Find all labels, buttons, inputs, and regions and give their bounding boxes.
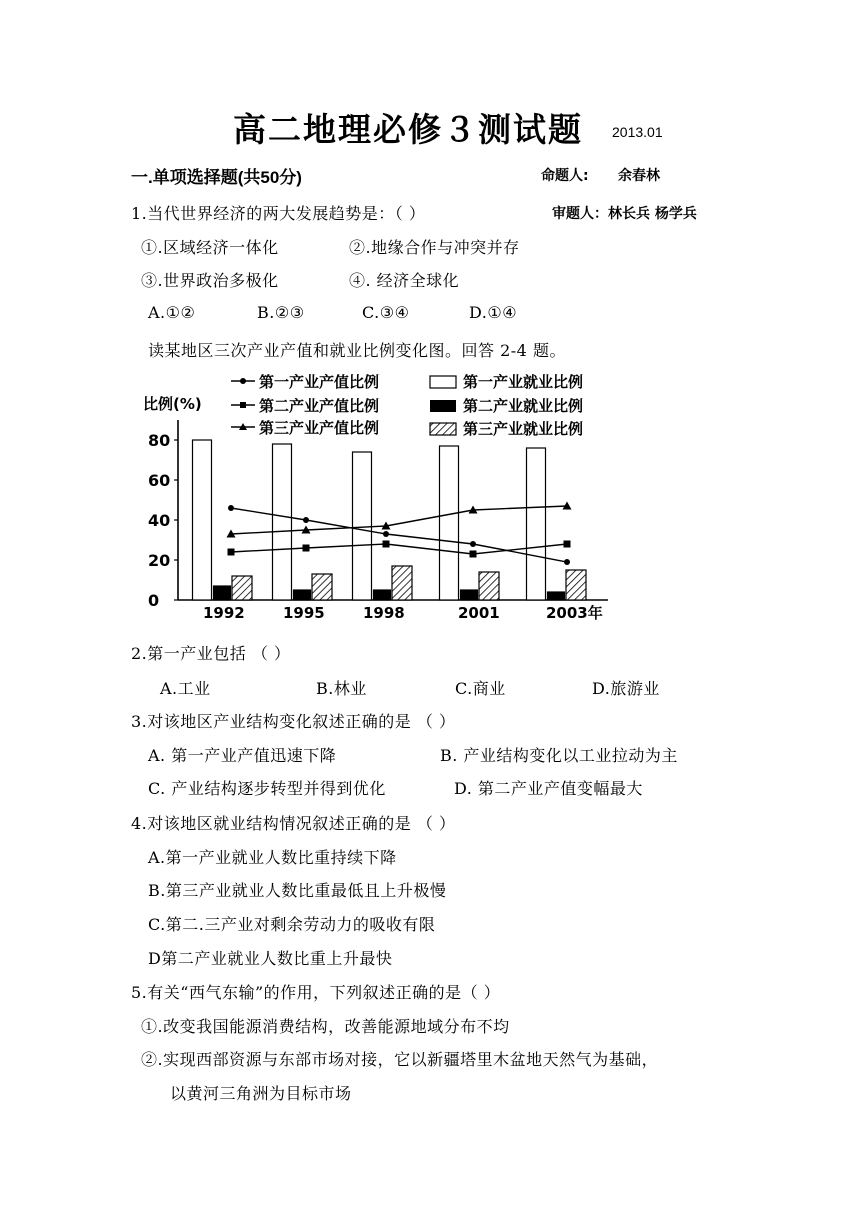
q5-option-2: ②.实现西部资源与东部市场对接，它以新疆塔里木盆地天然气为基础， bbox=[141, 1050, 659, 1069]
exam-date: 2013.01 bbox=[612, 124, 663, 140]
y-tick-label: 60 bbox=[148, 471, 171, 490]
legend-label-b1: 第一产业就业比例 bbox=[463, 373, 584, 391]
q2-stem: 2.第一产业包括 （ ） bbox=[131, 644, 291, 663]
q1-stem: 1.当代世界经济的两大发展趋势是：（ ） bbox=[131, 204, 426, 223]
q2-option-c: C.商业 bbox=[455, 679, 506, 698]
q3-option-a: A. 第一产业产值迅速下降 bbox=[148, 746, 337, 765]
bar-series-1 bbox=[273, 444, 292, 600]
author-label: 命题人: bbox=[541, 168, 589, 184]
legend-marker-1 bbox=[240, 378, 246, 384]
y-tick-label: 20 bbox=[148, 551, 171, 570]
line-marker-2 bbox=[470, 551, 477, 558]
x-tick-label: 1998 bbox=[363, 604, 405, 622]
q2-option-a: A.工业 bbox=[160, 679, 211, 698]
q4-option-d: D第二产业就业人数比重上升最快 bbox=[148, 949, 393, 968]
q4-option-b: B.第三产业就业人数比重最低且上升极慢 bbox=[148, 881, 447, 900]
section-heading: 一.单项选择题(共50分) bbox=[131, 168, 302, 187]
bar-series-1 bbox=[440, 446, 459, 600]
q3-option-b: B. 产业结构变化以工业拉动为主 bbox=[440, 746, 678, 765]
line-marker-1 bbox=[564, 559, 570, 565]
bar-series-3 bbox=[312, 574, 332, 600]
q4-stem: 4.对该地区就业结构情况叙述正确的是 （ ） bbox=[131, 814, 456, 833]
reviewer: 审题人：林长兵 杨学兵 bbox=[552, 206, 697, 222]
q3-stem: 3.对该地区产业结构变化叙述正确的是 （ ） bbox=[131, 712, 456, 731]
bar-series-1 bbox=[527, 448, 546, 600]
q4-option-c: C.第二.三产业对剩余劳动力的吸收有限 bbox=[148, 915, 436, 934]
x-tick-label: 2003年 bbox=[546, 604, 603, 622]
legend-swatch-b2 bbox=[430, 400, 456, 412]
line-marker-1 bbox=[228, 505, 234, 511]
q2-option-d: D.旅游业 bbox=[592, 679, 660, 698]
bar-series-2 bbox=[374, 590, 391, 600]
q1-option-2: ②.地缘合作与冲突并存 bbox=[349, 238, 520, 257]
legend-swatch-b3 bbox=[430, 423, 456, 435]
bar-series-3 bbox=[566, 570, 586, 600]
q1-choice-a: A.①② bbox=[148, 303, 196, 322]
legend-label-b3: 第三产业就业比例 bbox=[463, 420, 584, 438]
q1-option-1: ①.区域经济一体化 bbox=[141, 238, 279, 257]
legend-marker-2 bbox=[240, 402, 246, 408]
bar-series-1 bbox=[353, 452, 372, 600]
q1-choice-c: C.③④ bbox=[362, 303, 410, 322]
q5-stem: 5.有关“西气东输”的作用，下列叙述正确的是（ ） bbox=[131, 983, 501, 1002]
page-title: 高二地理必修３测试题 bbox=[233, 110, 583, 149]
q1-option-4: ④. 经济全球化 bbox=[349, 271, 460, 290]
x-tick-label: 1992 bbox=[203, 604, 245, 622]
q2-option-b: B.林业 bbox=[316, 679, 367, 698]
q1-choice-d: D.①④ bbox=[469, 303, 518, 322]
bar-series-3 bbox=[232, 576, 252, 600]
q1-choice-b: B.②③ bbox=[257, 303, 305, 322]
line-marker-1 bbox=[470, 541, 476, 547]
y-tick-label: 0 bbox=[148, 591, 160, 610]
y-tick-label: 40 bbox=[148, 511, 171, 530]
q4-option-a: A.第一产业就业人数比重持续下降 bbox=[148, 848, 397, 867]
line-marker-2 bbox=[228, 549, 235, 556]
y-axis-label: 比例(%) bbox=[143, 395, 202, 413]
legend-label-l2: 第二产业产值比例 bbox=[259, 397, 380, 415]
line-marker-2 bbox=[564, 541, 571, 548]
q3-option-d: D. 第二产业产值变幅最大 bbox=[454, 779, 643, 798]
legend-swatch-b1 bbox=[430, 376, 456, 388]
y-tick-label: 80 bbox=[148, 431, 171, 450]
bar-series-2 bbox=[294, 590, 311, 600]
bar-series-1 bbox=[193, 440, 212, 600]
q1-option-3: ③.世界政治多极化 bbox=[141, 271, 279, 290]
line-marker-2 bbox=[383, 541, 390, 548]
chart-legend bbox=[231, 373, 583, 438]
bar-series-3 bbox=[479, 572, 499, 600]
legend-label-b2: 第二产业就业比例 bbox=[463, 397, 584, 415]
legend-label-l1: 第一产业产值比例 bbox=[259, 373, 380, 391]
line-marker-2 bbox=[303, 545, 310, 552]
line-marker-1 bbox=[383, 531, 389, 537]
q5-option-2-cont: 以黄河三角洲为目标市场 bbox=[170, 1084, 352, 1103]
bar-series-2 bbox=[214, 586, 231, 600]
author-name: 余春林 bbox=[618, 168, 660, 184]
x-tick-label: 1995 bbox=[283, 604, 325, 622]
x-tick-label: 2001 bbox=[458, 604, 500, 622]
legend-label-l3: 第三产业产值比例 bbox=[259, 419, 380, 437]
chart-intro: 读某地区三次产业产值和就业比例变化图。回答 2-4 题。 bbox=[148, 341, 566, 360]
q3-option-c: C. 产业结构逐步转型并得到优化 bbox=[148, 779, 386, 798]
q5-option-1: ①.改变我国能源消费结构，改善能源地域分布不均 bbox=[141, 1017, 510, 1036]
line-marker-1 bbox=[303, 517, 309, 523]
bar-series-2 bbox=[461, 590, 478, 600]
bar-series-3 bbox=[392, 566, 412, 600]
bar-series-2 bbox=[548, 592, 565, 600]
